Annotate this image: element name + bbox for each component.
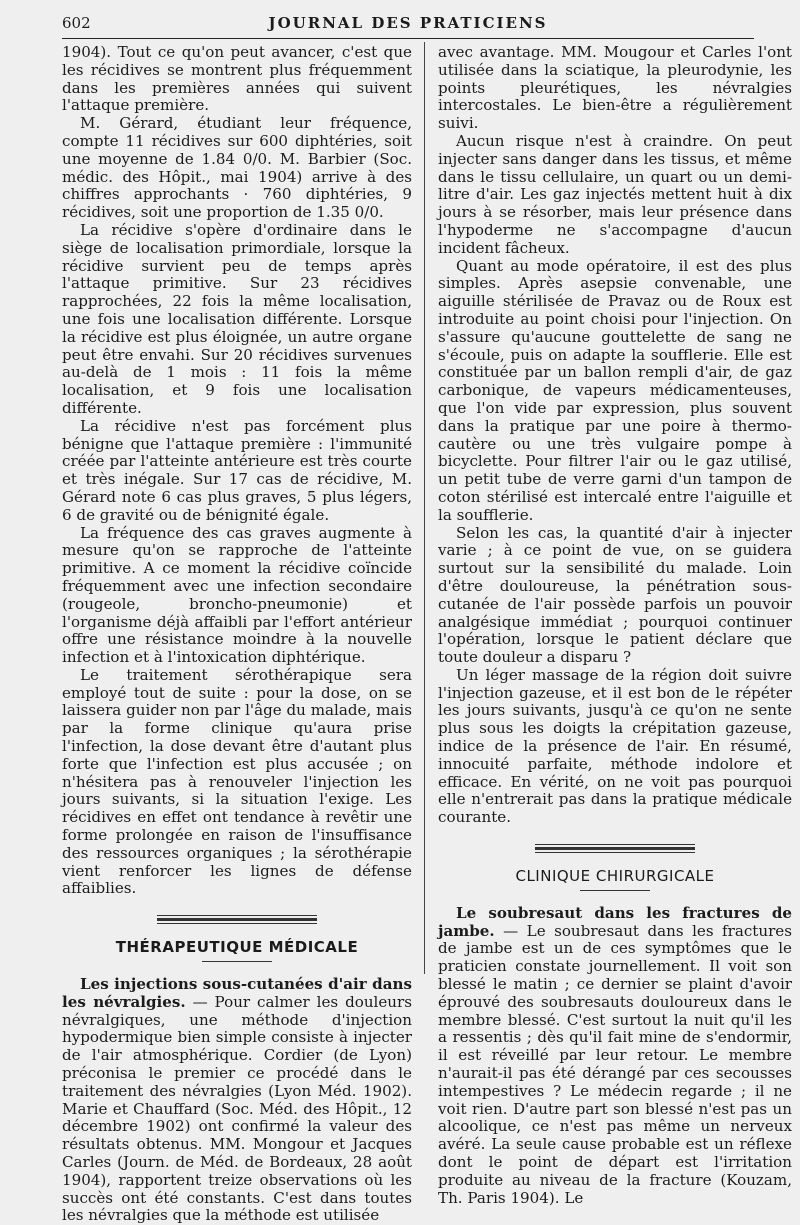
left-column	[62, 44, 412, 1225]
article-lead: Les injections sous-cutanées d'air dans les névralgies.	[62, 975, 412, 1011]
section-ornament	[438, 843, 792, 854]
section-title: THÉRAPEUTIQUE MÉDICALE	[115, 938, 359, 957]
article-text: — Le soubresaut dans les fractures de jambe est un de ces symptômes que le praticien constate journellement. Il voit son blessé le matin ; ce dernier se plaint d'avoir éprouvé des soubresauts douloureux dans le membre blessé. C'est surtout la nuit qu'il les a ressentis ; dès qu'il fait mine de s'endormir, il est réveillé par leur retour. Le membre n'aurait-il pas été dérangé par ces secousses intempestives ? Le médecin regarde ; il ne voit rien. D'autre part son blessé n'est pas un alcoolique, ce n'est pas même un nerveux avéré. La seule cause probable est un réflexe dont le point de départ est l'irritation produite au niveau de la fracture (Kouzam, Th. Paris 1904). Le	[438, 921, 792, 1207]
article-paragraph	[62, 976, 412, 1225]
section-title: CLINIQUE CHIRURGICALE	[515, 867, 715, 886]
section-rule	[202, 961, 272, 962]
right-column	[438, 44, 792, 1207]
paragraph: La fréquence des cas graves augmente à mesure qu'on se rapproche de l'atteinte primitive. A ce moment la récidive coïncide fréquemment avec une infection secondaire (rougeole, broncho-pneumonie) et l'organisme déjà affaibli par l'effort antérieur offre une résistance moindre à la nouvelle infection et à l'intoxication diphtérique.	[62, 523, 412, 667]
paragraph: Selon les cas, la quantité d'air à injecter varie ; à ce point de vue, on se guidera surtout sur la sensibilité du malade. Loin d'être douloureuse, la pénétration sous-cutanée de l'air possède parfois un pouvoir analgésique immédiat ; pourquoi continuer l'opération, lorsque le patient déclare que toute douleur a disparu ?	[438, 523, 792, 667]
paragraph: avec avantage. MM. Mougour et Carles l'ont utilisée dans la sciatique, la pleurodynie, les points pleurétiques, les névralgies intercostales. Le bien-être a régulièrement suivi.	[438, 43, 792, 133]
paragraph: Le traitement sérothérapique sera employé tout de suite : pour la dose, on se laissera guider non par l'âge du malade, mais par la forme clinique qu'aura prise l'infection, la dose devant être d'autant plus forte que l'infection est plus accusée ; on n'hésitera pas à renouveler l'injection les jours suivants, si la situation l'exige. Les récidives en effet ont tendance à revêtir une forme prolongée en raison de l'insuffisance des ressources organiques ; la sérothérapie vient renforcer les lignes de défense affaiblies.	[62, 665, 412, 898]
ornament-line	[157, 915, 317, 916]
ornament-line	[157, 918, 317, 921]
ornament-line	[535, 847, 695, 850]
header-rule	[62, 38, 754, 39]
paragraph: Quant au mode opératoire, il est des plus simples. Après asepsie convenable, une aiguille stérilisée de Pravaz ou de Roux est introduite au point choisi pour l'injection. On s'assure qu'aucune gouttelette de sang ne s'écoule, puis on adapte la soufflerie. Elle est constituée par un ballon rempli d'air, de gaz carbonique, de vapeurs médicamenteuses, que l'on vide par expression, plus souvent dans la pratique par une poire à thermo-cautère ou une très vulgaire pompe à bicyclette. Pour filtrer l'air ou le gaz utilisé, un petit tube de verre garni d'un tampon de coton stérilisé est intercalé entre l'aiguille et la soufflerie.	[438, 256, 792, 524]
paragraph: Un léger massage de la région doit suivre l'injection gazeuse, et il est bon de le répéter les jours suivants, jusqu'à ce qu'on ne sente plus sous les doigts la crépitation gazeuse, indice de la présence de l'air. En résumé, innocuité parfaite, méthode indolore et efficace. En vérité, on ne voit pas pourquoi elle n'entrerait pas dans la pratique médicale courante.	[438, 665, 792, 827]
column-divider	[424, 42, 425, 974]
paragraph: M. Gérard, étudiant leur fréquence, compte 11 récidives sur 600 diphtéries, soit une moyenne de 1.84 0/0. M. Barbier (Soc. médic. des Hôpit., mai 1904) arrive à des chiffres approchants · 760 diphtéries, 9 récidives, soit une proportion de 1.35 0/0.	[62, 114, 412, 222]
journal-title: JOURNAL DES PRATICIENS	[268, 14, 548, 32]
section-ornament	[62, 914, 412, 925]
ornament-line	[535, 844, 695, 845]
paragraph: Aucun risque n'est à craindre. On peut injecter sans danger dans les tissus, et même dans le tissu cellulaire, un quart ou un demi-litre d'air. Les gaz injectés mettent huit à dix jours à se résorber, mais leur présence dans l'hypoderme ne s'accompagne d'aucun incident fâcheux.	[438, 131, 792, 257]
paragraph: La récidive n'est pas forcément plus bénigne que l'attaque première : l'immunité créée par l'atteinte antérieure est très courte et très inégale. Sur 17 cas de récidive, M. Gérard note 6 cas plus graves, 5 plus légers, 6 de gravité ou de bénignité égale.	[62, 416, 412, 524]
paragraph: 1904). Tout ce qu'on peut avancer, c'est que les récidives se montrent plus fréquemment dans les premières années qui suivent l'attaque première.	[62, 43, 412, 115]
ornament-line	[157, 923, 317, 924]
article-paragraph	[438, 905, 792, 1208]
page-header	[62, 12, 754, 38]
article-lead: Le soubresaut dans les fractures de jambe.	[438, 903, 792, 940]
article-text: — Pour calmer les douleurs névralgiques, une méthode d'injection hypodermique bien simple consiste à injecter de l'air atmosphérique. Cordier (de Lyon) préconisa le premier ce procédé dans le traitement des névralgies (Lyon Méd. 1902). Marie et Chauffard (Soc. Méd. des Hôpit., 12 décembre 1902) ont confirmé la valeur des résultats obtenus. MM. Mongour et Jacques Carles (Journ. de Méd. de Bordeaux, 28 août 1904), rapportent treize observations où les succès ont été constants. C'est dans toutes les névralgies que la méthode est utilisée	[62, 992, 412, 1225]
paragraph: La récidive s'opère d'ordinaire dans le siège de localisation primordiale, lorsque la récidive survient peu de temps après l'attaque primitive. Sur 23 récidives rapprochées, 22 fois la même localisation, une fois une localisation différente. Lorsque la récidive est plus éloignée, un autre organe peut être envahi. Sur 20 récidives survenues au-delà de 1 mois : 11 fois la même localisation, et 9 fois une localisation différente.	[62, 220, 412, 417]
ornament-line	[535, 852, 695, 853]
page-number: 602	[62, 14, 91, 32]
section-rule	[580, 890, 650, 891]
